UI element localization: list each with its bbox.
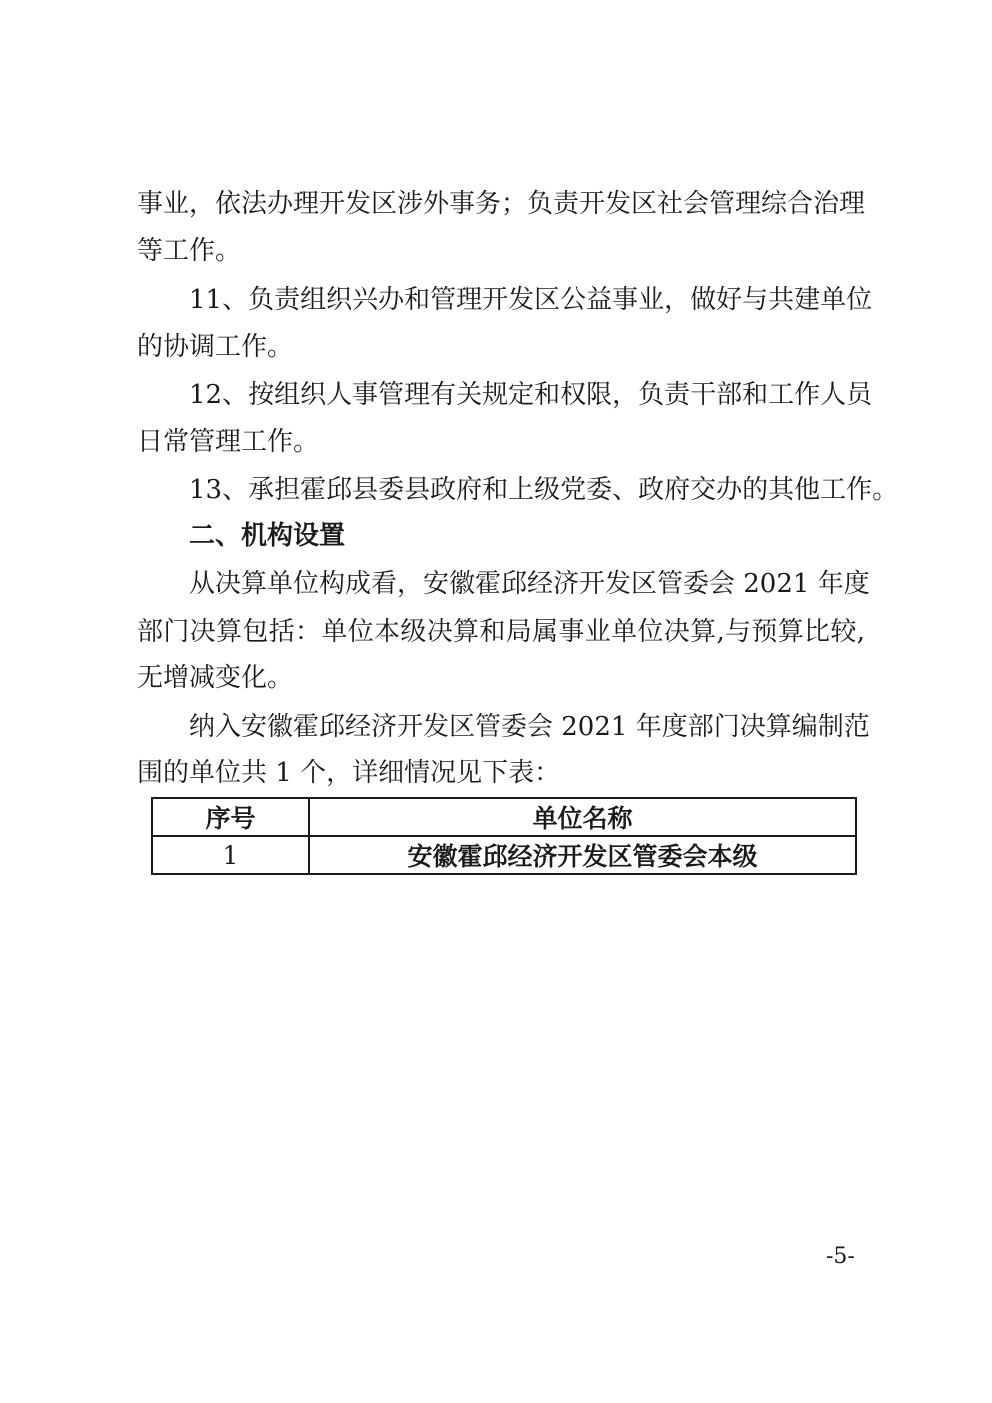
paragraph-line: 12、按组织人事管理有关规定和权限，负责干部和工作人员 bbox=[189, 380, 873, 410]
paragraph-line: 围的单位共 1 个，详细情况见下表： bbox=[137, 758, 561, 788]
paragraph-line: 部门决算包括：单位本级决算和局属事业单位决算,与预算比较, bbox=[137, 617, 865, 647]
paragraph-line: 等工作。 bbox=[137, 236, 242, 266]
paragraph-line: 纳入安徽霍邱经济开发区管委会 2021 年度部门决算编制范 bbox=[189, 712, 870, 742]
paragraph-line: 从决算单位构成看，安徽霍邱经济开发区管委会 2021 年度 bbox=[189, 569, 870, 599]
page-number: -5- bbox=[826, 1244, 855, 1269]
column-header-unit-name: 单位名称 bbox=[309, 798, 856, 836]
paragraph-line: 11、负责组织兴办和管理开发区公益事业，做好与共建单位 bbox=[189, 285, 873, 315]
table-row bbox=[152, 836, 856, 874]
section-heading: 二、机构设置 bbox=[189, 521, 346, 551]
table-cell-unit-name: 安徽霍邱经济开发区管委会本级 bbox=[309, 836, 856, 874]
paragraph-line: 日常管理工作。 bbox=[137, 427, 320, 457]
table-header-row bbox=[152, 798, 856, 836]
table-cell-index: 1 bbox=[152, 836, 309, 874]
paragraph-line: 无增减变化。 bbox=[137, 663, 294, 693]
paragraph-line: 13、承担霍邱县委县政府和上级党委、政府交办的其他工作。 bbox=[189, 475, 899, 505]
unit-table bbox=[151, 797, 857, 875]
paragraph-line: 事业，依法办理开发区涉外事务；负责开发区社会管理综合治理 bbox=[137, 189, 866, 219]
column-header-index: 序号 bbox=[152, 798, 309, 836]
paragraph-line: 的协调工作。 bbox=[137, 332, 294, 362]
